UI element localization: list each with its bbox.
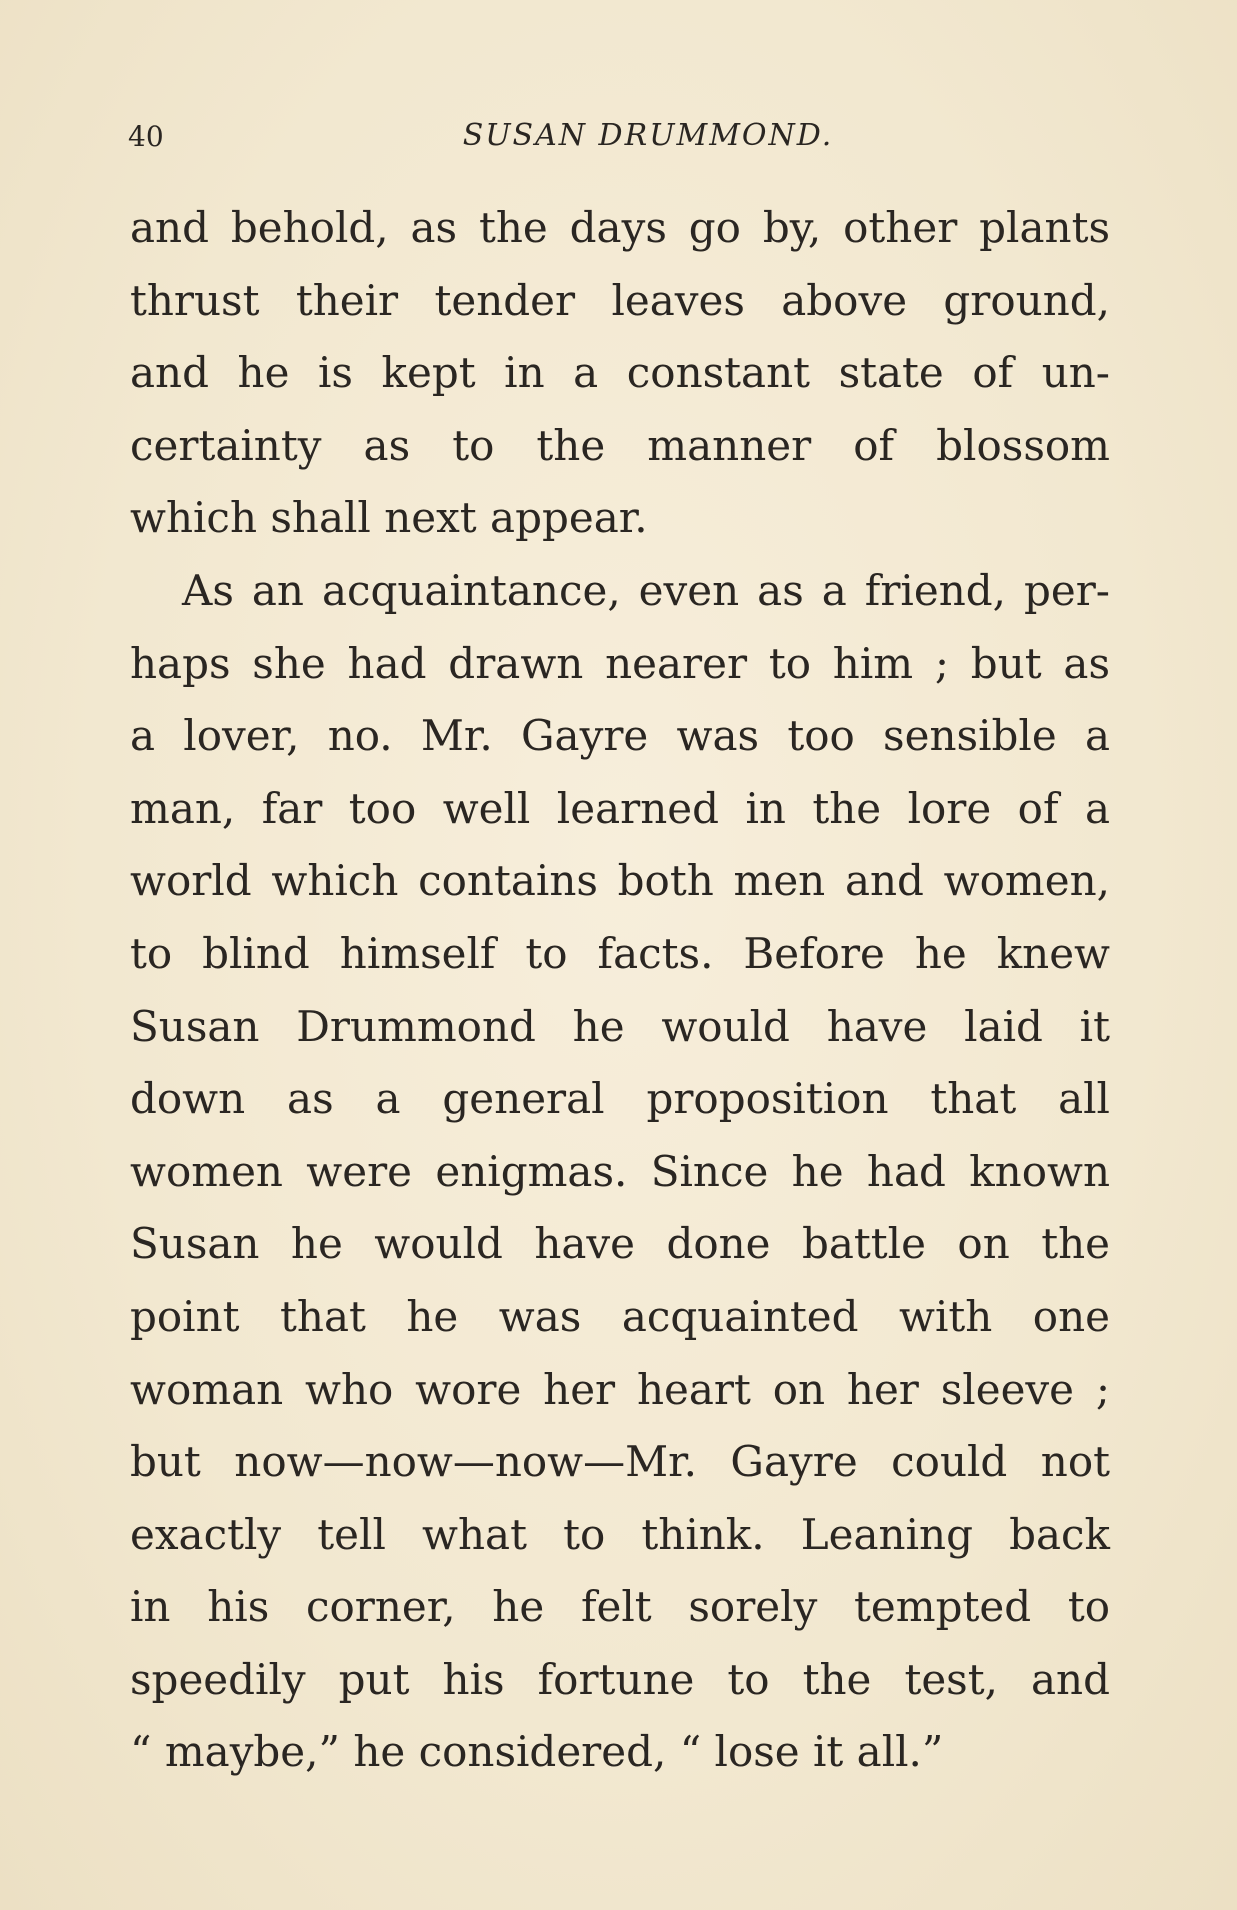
text-line: women were enigmas. Since he had known bbox=[130, 1146, 1110, 1196]
text-line: to blind himself to facts. Before he knew bbox=[130, 928, 1110, 978]
text-line: “ maybe,” he considered, “ lose it all.” bbox=[130, 1727, 944, 1777]
text-line: but now—now—now—Mr. Gayre could not bbox=[130, 1437, 1110, 1487]
text-line: exactly tell what to think. Leaning back bbox=[130, 1509, 1110, 1559]
running-title: SUSAN DRUMMOND. bbox=[462, 118, 834, 153]
text-line: speedily put his fortune to the test, and bbox=[130, 1654, 1110, 1704]
text-line: Susan Drummond he would have laid it bbox=[130, 1001, 1110, 1051]
text-line: certainty as to the manner of blossom bbox=[130, 420, 1110, 470]
text-line: Susan he would have done battle on the bbox=[130, 1219, 1110, 1269]
text-line: down as a general proposition that all bbox=[130, 1074, 1110, 1124]
text-line: which shall next appear. bbox=[130, 493, 648, 543]
text-line: world which contains both men and women, bbox=[130, 856, 1110, 906]
text-line: thrust their tender leaves above ground, bbox=[130, 275, 1110, 325]
text-line: and behold, as the days go by, other plants bbox=[130, 203, 1110, 252]
text-line: in his corner, he felt sorely tempted to bbox=[130, 1582, 1110, 1632]
text-line: As an acquaintance, even as a friend, per- bbox=[182, 565, 1110, 615]
body-text bbox=[130, 192, 1110, 1789]
page-number: 40 bbox=[128, 120, 164, 153]
text-line: a lover, no. Mr. Gayre was too sensible a bbox=[130, 711, 1110, 761]
text-line: and he is kept in a constant state of un- bbox=[130, 348, 1110, 398]
text-line: woman who wore her heart on her sleeve ; bbox=[130, 1364, 1110, 1414]
text-line: point that he was acquainted with one bbox=[130, 1291, 1110, 1341]
page-header bbox=[128, 112, 1108, 162]
text-line: haps she had drawn nearer to him ; but as bbox=[130, 638, 1110, 688]
text-line: man, far too well learned in the lore of a bbox=[130, 783, 1110, 833]
